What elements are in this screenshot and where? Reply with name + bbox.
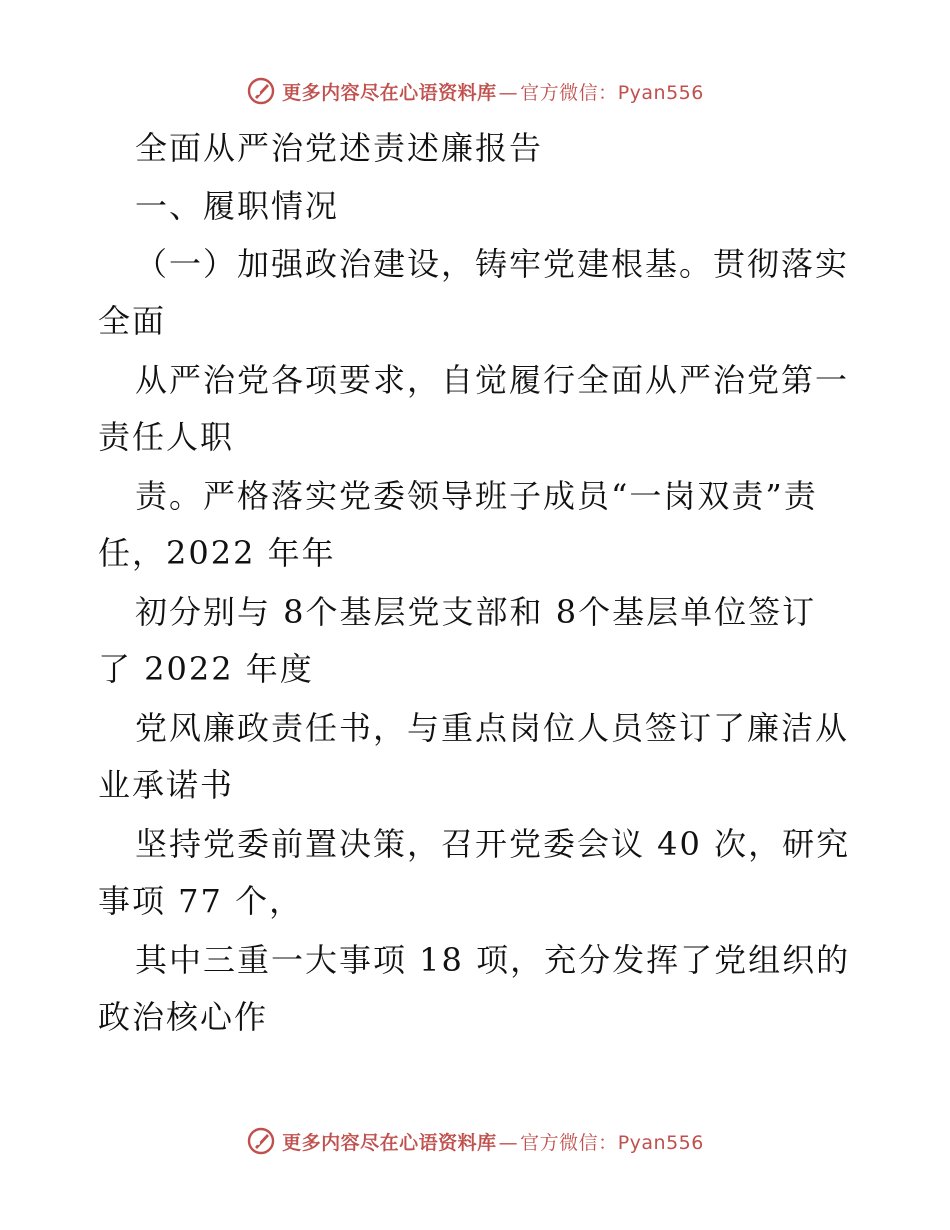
watermark-label: 官方微信：	[520, 1131, 618, 1154]
quill-pen-seal-icon	[246, 1126, 276, 1156]
paragraph-line: 党风廉政责任书，与重点岗位人员签订了廉洁从	[135, 709, 850, 747]
document-title: 全面从严治党述责述廉报告	[135, 129, 544, 167]
watermark-separator: —	[498, 1131, 519, 1154]
paragraph-line: 责。严格落实党委领导班子成员“一岗双责”责	[135, 477, 818, 515]
header-watermark	[0, 71, 950, 111]
watermark-separator: —	[498, 81, 519, 104]
paragraph-line: 业承诺书	[98, 766, 235, 804]
watermark-account: Pyan556	[617, 81, 704, 104]
paragraph-line: 了 2022 年度	[98, 650, 314, 688]
watermark-account: Pyan556	[617, 1131, 704, 1154]
paragraph-line: 全面	[98, 302, 167, 340]
quill-pen-seal-icon	[246, 76, 276, 106]
watermark-slogan: 更多内容尽在心语资料库	[282, 1131, 497, 1154]
paragraph-line: 初分别与 8个基层党支部和 8个基层单位签订	[135, 593, 817, 631]
watermark-slogan: 更多内容尽在心语资料库	[282, 81, 497, 104]
watermark-text	[282, 1128, 704, 1155]
watermark-text	[282, 78, 704, 105]
paragraph-line: 任，2022 年年	[98, 534, 336, 572]
watermark-label: 官方微信：	[520, 81, 618, 104]
paragraph-line: 从严治党各项要求，自觉履行全面从严治党第一	[135, 361, 850, 399]
section-heading: 一、履职情况	[135, 187, 340, 225]
paragraph-line: （一）加强政治建设，铸牢党建根基。贯彻落实	[135, 245, 850, 283]
footer-watermark	[0, 1121, 950, 1161]
paragraph-line: 其中三重一大事项 18 项，充分发挥了党组织的	[135, 941, 851, 979]
paragraph-line: 坚持党委前置决策，召开党委会议 40 次，研究	[135, 825, 851, 863]
paragraph-line: 政治核心作	[98, 998, 269, 1036]
paragraph-line: 责任人职	[98, 418, 235, 456]
paragraph-line: 事项 77 个，	[98, 882, 304, 920]
